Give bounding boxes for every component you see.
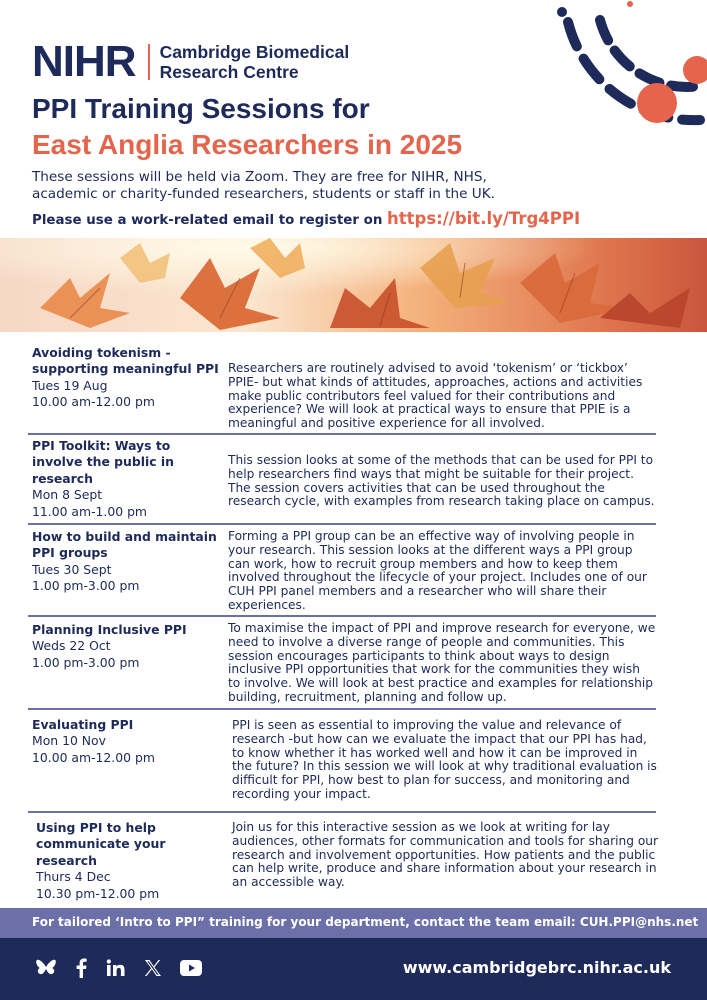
session-time: 11.00 am-1.00 pm bbox=[32, 503, 148, 519]
page-title-line1: PPI Training Sessions for bbox=[32, 93, 370, 124]
session-time: 10.00 am-12.00 pm bbox=[32, 749, 155, 765]
session-row bbox=[28, 711, 656, 813]
session-date: Mon 8 Sept bbox=[32, 487, 103, 503]
session-row bbox=[28, 436, 656, 525]
intro-text: These sessions will be held via Zoom. They are free for NIHR, NHS, academic or charity-funded researchers, students or staff in the UK. bbox=[32, 169, 495, 202]
bluesky-icon[interactable] bbox=[36, 959, 56, 977]
session-info bbox=[32, 438, 222, 520]
register-label: Please use a work-related email to register on bbox=[32, 213, 383, 228]
session-description: Join us for this interactive session as we look at writing for lay audiences, other formats for communication and tools for sharing our research and involvement opportunities. How patients and the public can help write, produce and share information about your research in an accessible way. bbox=[232, 820, 659, 890]
session-description: To maximise the impact of PPI and improve research for everyone, we need to involve a diverse range of people and communities. This session encourages participants to think about ways to design inclusive PPI opportunities that work for the communities they wish to involve. We will look at best practice and examples for relationship building, recruitment, planning and follow up. bbox=[228, 621, 656, 704]
session-info bbox=[32, 345, 222, 411]
session-time: 1.00 pm-3.00 pm bbox=[32, 578, 140, 594]
register-line bbox=[32, 209, 580, 228]
logo-mark: NIHR bbox=[32, 37, 136, 86]
bottom-bar bbox=[0, 938, 707, 1000]
session-description: Researchers are routinely advised to avoid ‘tokenism’ or ‘tickbox’ PPIE- but what kinds of attitudes, approaches, actions and activities make public contributors feel valued for their contributions and experience? We will look at practical ways to ensure that PPIE is a meaningful and positive experience for all involved. bbox=[228, 361, 643, 431]
session-info bbox=[32, 717, 222, 766]
session-title: Planning Inclusive PPI bbox=[32, 622, 187, 637]
session-row bbox=[28, 526, 656, 617]
session-info bbox=[36, 820, 226, 902]
page-title-line2: East Anglia Researchers in 2025 bbox=[32, 129, 463, 160]
website-link[interactable]: www.cambridgebrc.nihr.ac.uk bbox=[402, 958, 671, 977]
session-info bbox=[32, 529, 222, 595]
session-date: Thurs 4 Dec bbox=[36, 869, 111, 885]
session-title: How to build and maintain PPI groups bbox=[32, 529, 217, 561]
register-link[interactable]: https://bit.ly/Trg4PPI bbox=[387, 209, 581, 228]
logo-separator bbox=[148, 44, 150, 80]
session-title: Using PPI to help communicate your research bbox=[36, 820, 166, 868]
session-title: Evaluating PPI bbox=[32, 717, 134, 732]
contact-text: For tailored ‘Intro to PPI” training for your department, contact the team email: CUH.PPI@nhs.net bbox=[32, 915, 699, 929]
session-row bbox=[28, 814, 659, 901]
session-title: Avoiding tokenism - supporting meaningful PPI bbox=[32, 345, 219, 377]
autumn-leaves-banner bbox=[0, 238, 707, 332]
session-info bbox=[32, 622, 222, 671]
session-date: Weds 22 Oct bbox=[32, 638, 111, 654]
session-row bbox=[28, 618, 656, 710]
youtube-icon[interactable] bbox=[180, 960, 202, 976]
linkedin-icon[interactable] bbox=[106, 959, 126, 977]
session-title: PPI Toolkit: Ways to involve the public in research bbox=[32, 438, 174, 486]
x-icon[interactable] bbox=[144, 959, 162, 977]
session-time: 1.00 pm-3.00 pm bbox=[32, 654, 140, 670]
session-date: Tues 19 Aug bbox=[32, 377, 108, 393]
session-time: 10.30 pm-12.00 pm bbox=[36, 885, 160, 901]
nihr-logo bbox=[32, 37, 350, 86]
facebook-icon[interactable] bbox=[74, 958, 88, 978]
logo-line1: Cambridge Biomedical bbox=[159, 42, 350, 62]
social-links bbox=[36, 958, 202, 978]
session-description: PPI is seen as essential to improving the value and relevance of research -but how can we evaluate the impact that our PPI has had, to know whether it has worked well and how it can be improved in the future? In this session we will look at why traditional evaluation is difficult for PPI, how best to plan for success, and monitoring and recording your impact. bbox=[232, 718, 657, 801]
session-time: 10.00 am-12.00 pm bbox=[32, 394, 155, 410]
session-row bbox=[28, 345, 656, 435]
session-date: Mon 10 Nov bbox=[32, 733, 106, 749]
session-date: Tues 30 Sept bbox=[32, 561, 112, 577]
contact-bar bbox=[0, 908, 707, 938]
session-description: Forming a PPI group can be an effective way of involving people in your research. This session looks at the different ways a PPI group can work, how to recruit group members and how to keep them involved throughout the lifecycle of your project. Includes one of our CUH PPI panel members and a researcher who will share their experiences. bbox=[228, 529, 647, 612]
logo-line2: Research Centre bbox=[159, 62, 299, 82]
logo-text bbox=[160, 42, 350, 82]
session-description: This session looks at some of the methods that can be used for PPI to help researchers find ways that might be suitable for their project. The session covers activities that can be used throughout the research cycle, with examples from research taking place on campus. bbox=[228, 453, 655, 509]
